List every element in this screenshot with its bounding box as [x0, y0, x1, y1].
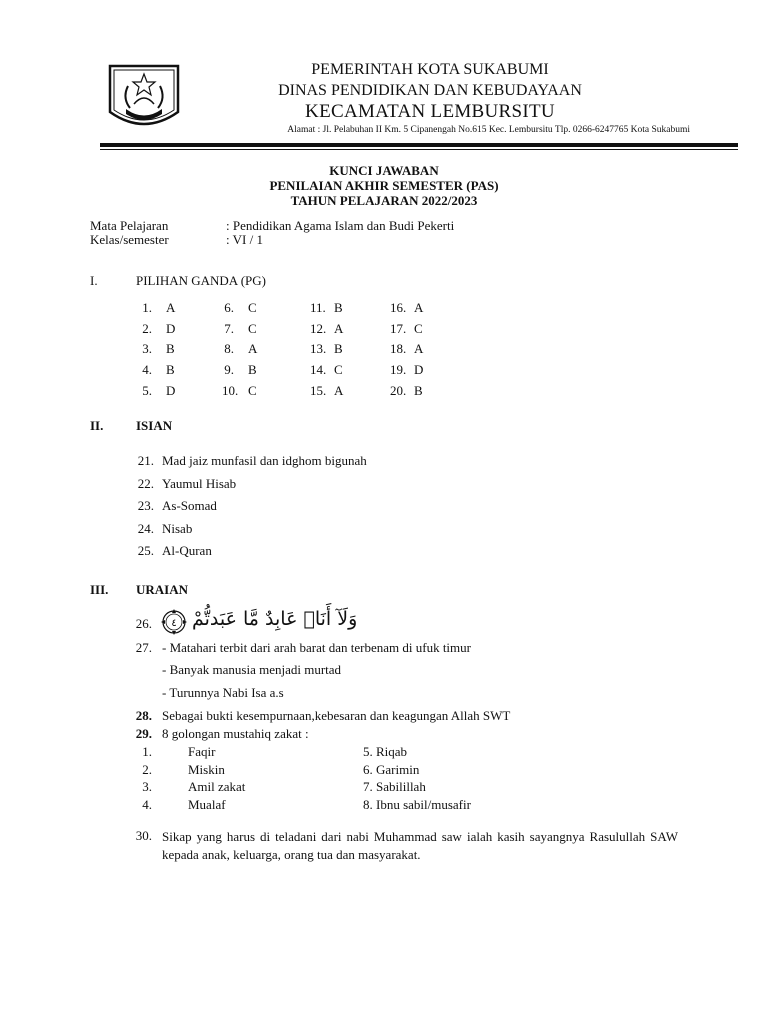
ayah-number: ٤	[171, 618, 177, 629]
section3-heading: URAIAN	[136, 582, 188, 597]
q30-number: 30.	[135, 828, 152, 843]
fill-in-number: 24.	[137, 520, 154, 536]
mc-answer	[222, 300, 257, 316]
mc-choice: D	[166, 382, 176, 398]
mc-answer	[140, 383, 175, 399]
subject-value: : Pendidikan Agama Islam dan Budi Pekerti	[226, 218, 455, 233]
fill-in-answer: Nisab	[162, 520, 193, 536]
section1-roman: I.	[90, 273, 98, 288]
fill-in-number: 25.	[137, 543, 154, 558]
zakat-item	[130, 762, 225, 778]
mc-answer	[222, 321, 257, 337]
zakat-name: Miskin	[188, 761, 225, 777]
mc-choice: B	[414, 382, 423, 398]
q27-line-3: - Turunnya Nabi Isa a.s	[162, 685, 284, 700]
mc-choice: A	[166, 300, 176, 315]
fill-in-answer: Yaumul Hisab	[162, 475, 237, 491]
mc-choice: C	[248, 382, 257, 398]
fill-in-answer: Mad jaiz munfasil dan idghom bigunah	[162, 453, 367, 468]
fill-in-answer: Al-Quran	[162, 543, 212, 558]
q29-number: 29.	[135, 726, 152, 741]
mc-number: 8.	[224, 341, 234, 357]
fill-in-item	[130, 453, 367, 469]
mc-number: 5.	[142, 382, 152, 398]
subject-label: Mata Pelajaran	[90, 218, 169, 233]
mc-answer	[310, 341, 343, 357]
mc-choice: C	[414, 320, 423, 336]
header-government: PEMERINTAH KOTA SUKABUMI	[311, 61, 549, 78]
class-value: : VI / 1	[226, 232, 263, 247]
mc-choice: B	[248, 362, 257, 378]
zakat-item: 7. Sabilillah	[363, 779, 426, 794]
mc-number: 1.	[142, 300, 152, 315]
mc-answer	[140, 300, 175, 316]
mc-choice: B	[334, 300, 343, 315]
mc-number: 10.	[222, 382, 239, 398]
mc-choice: B	[334, 341, 343, 357]
q26-number: 26.	[135, 616, 152, 631]
mc-answer	[140, 341, 175, 357]
section1-heading: PILIHAN GANDA (PG)	[136, 273, 266, 288]
mc-number: 16.	[390, 300, 407, 315]
mc-choice: C	[334, 362, 343, 378]
mc-answer	[222, 362, 257, 378]
mc-answer	[390, 362, 423, 378]
q27-line-2: - Banyak manusia menjadi murtad	[162, 662, 342, 677]
mc-choice: A	[248, 341, 258, 357]
zakat-item	[130, 744, 215, 760]
section3-roman: III.	[90, 582, 109, 597]
fill-in-item	[130, 543, 212, 559]
zakat-item: 8. Ibnu sabil/musafir	[363, 796, 471, 812]
q28-number: 28.	[135, 708, 152, 723]
mc-choice: A	[334, 320, 344, 336]
mc-number: 3.	[142, 341, 152, 357]
q30-answer: Sikap yang harus di teladani dari nabi Muhammad saw ialah kasih sayangnya Rasulullah SAW kepada anak, keluarga, orang tua dan masyarakat.	[162, 829, 678, 862]
zakat-name: Mualaf	[188, 796, 226, 812]
zakat-number: 2.	[142, 761, 152, 777]
mc-answer	[140, 362, 175, 378]
mc-number: 7.	[224, 320, 234, 336]
fill-in-item	[130, 476, 236, 492]
fill-in-number: 22.	[137, 475, 154, 491]
header-department: DINAS PENDIDIKAN DAN KEBUDAYAAN	[278, 82, 582, 99]
header-divider-thick	[100, 143, 738, 147]
mc-choice: B	[166, 341, 175, 357]
mc-answer	[310, 321, 343, 337]
fill-in-number: 21.	[137, 453, 154, 468]
mc-answer	[310, 300, 343, 316]
mc-choice: B	[166, 362, 175, 378]
mc-number: 20.	[390, 382, 407, 398]
mc-choice: A	[414, 300, 424, 315]
fill-in-number: 23.	[137, 498, 154, 513]
mc-answer	[222, 383, 257, 399]
mc-number: 12.	[310, 320, 327, 336]
fill-in-answer: As-Somad	[162, 498, 217, 513]
mc-choice: D	[166, 320, 176, 336]
mc-number: 2.	[142, 320, 152, 336]
mc-choice: D	[414, 362, 424, 378]
section2-heading: ISIAN	[136, 418, 173, 433]
zakat-item: 5. Riqab	[363, 744, 408, 759]
mc-answer	[390, 300, 423, 316]
doc-year: TAHUN PELAJARAN 2022/2023	[290, 193, 478, 208]
mc-number: 18.	[390, 341, 407, 357]
zakat-item	[130, 779, 245, 795]
government-seal-logo	[106, 62, 182, 134]
mc-number: 15.	[310, 382, 327, 398]
section2-roman: II.	[90, 418, 104, 433]
mc-answer	[140, 321, 175, 337]
mc-number: 13.	[310, 341, 327, 357]
mc-answer	[310, 362, 343, 378]
zakat-number: 1.	[142, 744, 152, 759]
doc-title: KUNCI JAWABAN	[329, 163, 439, 178]
q27-line-1: - Matahari terbit dari arah barat dan terbenam di ufuk timur	[162, 640, 471, 655]
zakat-number: 4.	[142, 796, 152, 812]
mc-choice: C	[248, 300, 257, 315]
ayah-end-icon	[160, 608, 188, 636]
mc-answer	[390, 321, 423, 337]
mc-number: 17.	[390, 320, 407, 336]
fill-in-item	[130, 521, 192, 537]
header-district: KECAMATAN LEMBURSITU	[305, 101, 555, 122]
zakat-item: 6. Garimin	[363, 761, 420, 777]
mc-answer	[222, 341, 257, 357]
mc-choice: C	[248, 320, 257, 336]
mc-number: 9.	[224, 362, 234, 378]
zakat-name: Amil zakat	[188, 779, 246, 794]
header-address: Alamat : Jl. Pelabuhan II Km. 5 Cipanengah No.615 Kec. Lembursitu Tlp. 0266-6247765 Kota Sukabumi	[287, 125, 690, 135]
mc-choice: A	[334, 382, 344, 398]
doc-subtitle: PENILAIAN AKHIR SEMESTER (PAS)	[269, 178, 499, 193]
mc-answer	[390, 383, 423, 399]
mc-answer	[390, 341, 423, 357]
mc-answer	[310, 383, 343, 399]
mc-number: 19.	[390, 362, 407, 378]
q26-arabic-verse: وَلَآ أَنَا۠ عَابِدٌ مَّا عَبَدتُّمْ	[192, 608, 358, 630]
header-divider-thin	[100, 149, 738, 150]
mc-number: 6.	[224, 300, 234, 315]
zakat-name: Faqir	[188, 744, 216, 759]
mc-number: 4.	[142, 362, 152, 378]
q29-intro: 8 golongan mustahiq zakat :	[162, 726, 309, 741]
q28-answer: Sebagai bukti kesempurnaan,kebesaran dan keagungan Allah SWT	[162, 708, 511, 723]
mc-number: 14.	[310, 362, 327, 378]
q27-number: 27.	[135, 640, 152, 655]
class-label: Kelas/semester	[90, 232, 169, 247]
zakat-item	[130, 797, 226, 813]
fill-in-item	[130, 498, 217, 514]
zakat-number: 3.	[142, 779, 152, 794]
mc-choice: A	[414, 341, 424, 357]
mc-number: 11.	[310, 300, 326, 315]
